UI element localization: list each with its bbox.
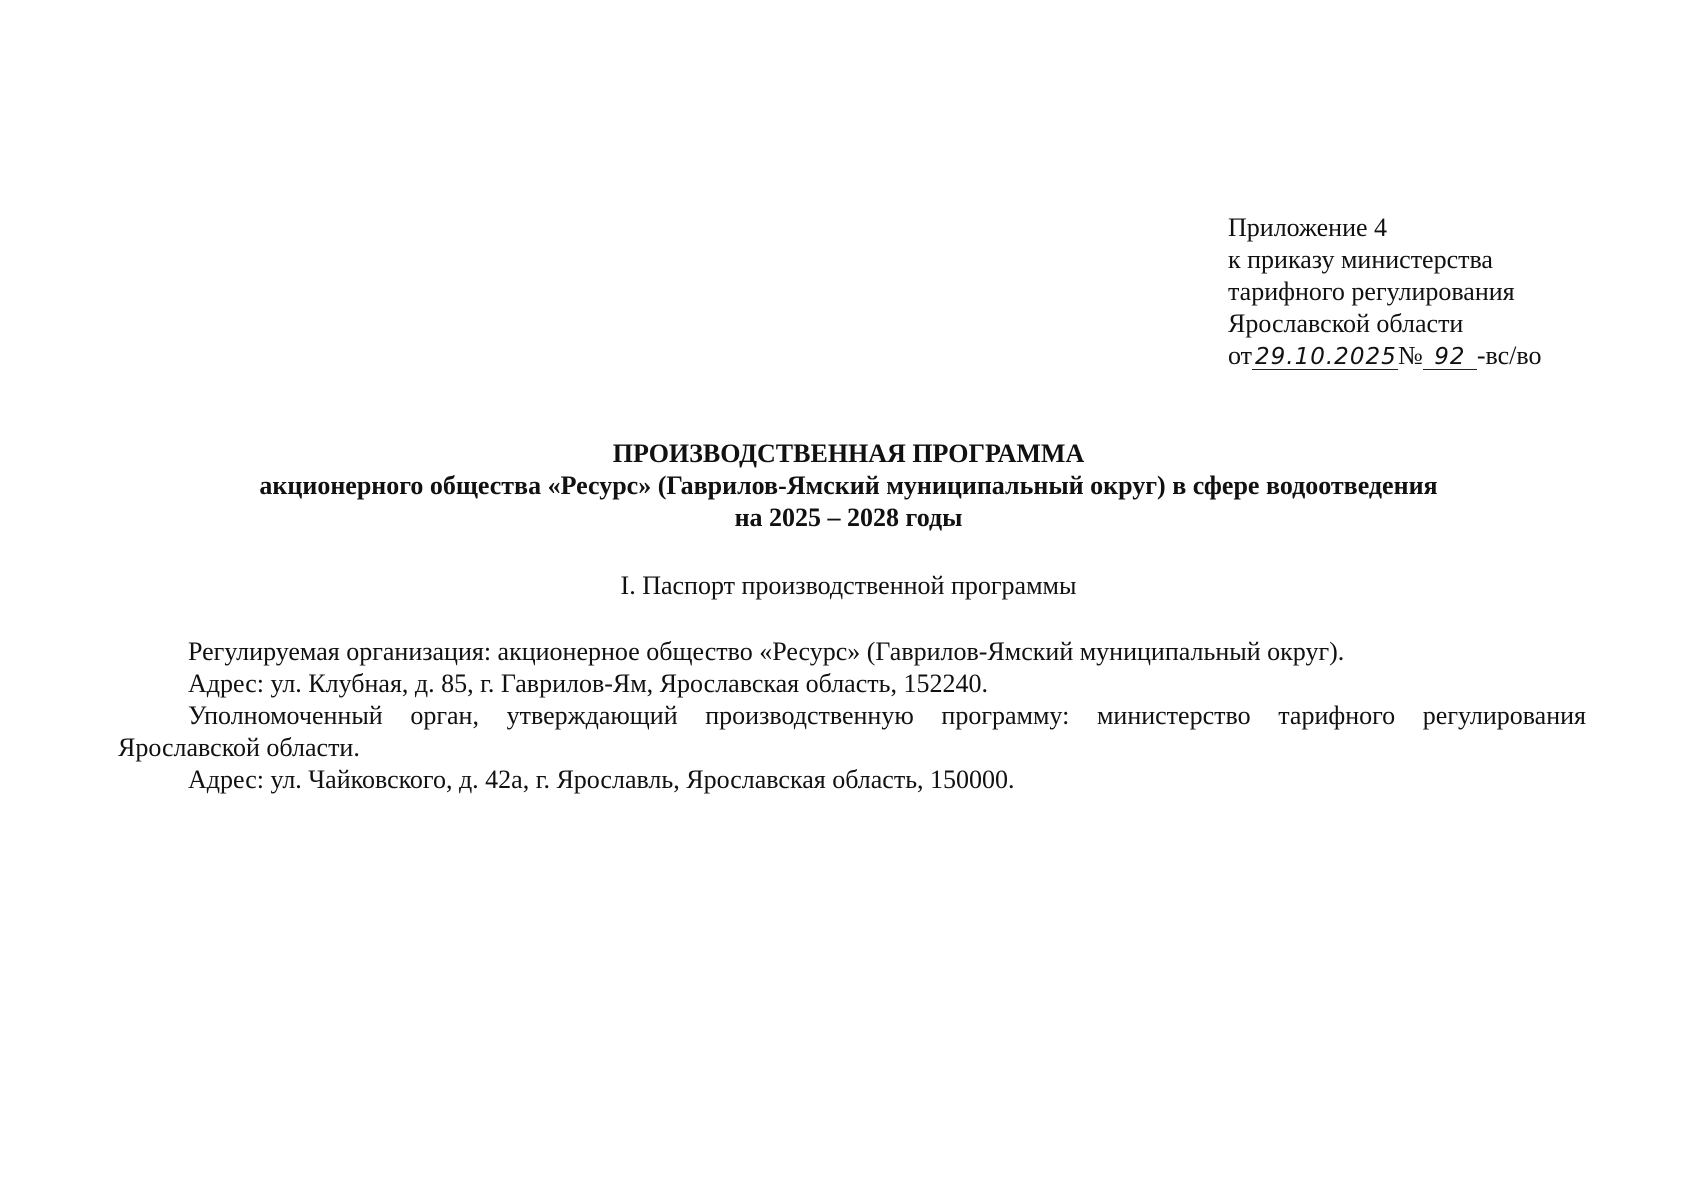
passport-body	[118, 636, 1586, 796]
organization-address-paragraph: Адрес: ул. Клубная, д. 85, г. Гаврилов-Ям, Ярославская область, 152240.	[188, 669, 988, 698]
title-line-3: на 2025 – 2028 годы	[734, 503, 963, 532]
appendix-ministry-line: тарифного регулирования	[1228, 277, 1515, 306]
authority-address-paragraph: Адрес: ул. Чайковского, д. 42а, г. Ярославль, Ярославская область, 150000.	[188, 765, 1015, 794]
number-sign: №	[1398, 341, 1423, 370]
appendix-header	[1228, 212, 1542, 372]
appendix-from-label: от	[1228, 341, 1253, 370]
appendix-region-line: Ярославской области	[1228, 309, 1464, 338]
document-title	[0, 438, 1697, 534]
title-line-2: акционерного общества «Ресурс» (Гаврилов-Ямский муниципальный округ) в сфере водоотведения	[259, 471, 1438, 500]
handwritten-date: 29.10.2025	[1252, 345, 1398, 370]
appendix-date-number-line	[1228, 340, 1542, 372]
order-suffix: -вс/во	[1476, 341, 1542, 370]
title-line-1: ПРОИЗВОДСТВЕННАЯ ПРОГРАММА	[612, 439, 1085, 468]
section-heading: I. Паспорт производственной программы	[620, 571, 1077, 600]
appendix-title: Приложение 4	[1228, 213, 1388, 242]
appendix-order-line: к приказу министерства	[1228, 245, 1493, 274]
authority-paragraph: Уполномоченный орган, утверждающий производственную программу: министерство тарифного регулирования Ярославской области.	[118, 701, 1586, 762]
handwritten-number: 92	[1423, 345, 1477, 370]
organization-paragraph: Регулируемая организация: акционерное общество «Ресурс» (Гаврилов-Ямский муниципальный округ).	[188, 637, 1345, 666]
